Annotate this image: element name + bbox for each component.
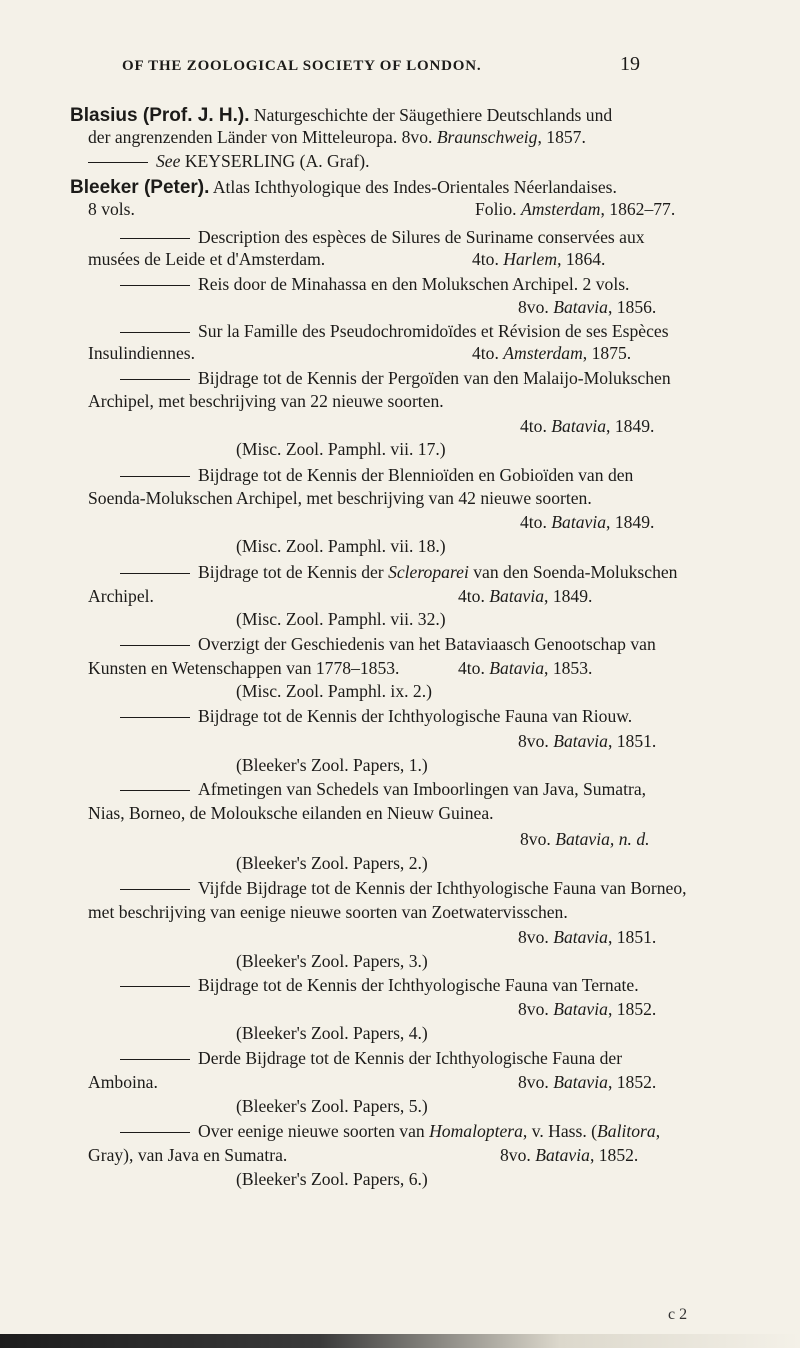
entry-pseudochromidoides-line1: Sur la Famille des Pseudochromidoïdes et Révision de ses Espèces xyxy=(120,320,669,342)
entry-borneo-imprint: 8vo. Batavia, 1851. xyxy=(518,927,657,947)
page-number: 19 xyxy=(620,53,640,75)
entry-ternate-series: (Bleeker's Zool. Papers, 4.) xyxy=(236,1023,428,1043)
ditto-dash xyxy=(120,1132,190,1133)
entry-amboina-line2: Amboina. xyxy=(88,1072,158,1092)
entry-blasius-line2: der angrenzenden Länder von Mitteleuropa. 8vo. Braunschweig, 1857. xyxy=(88,127,586,147)
entry-silures-imprint: 4to. Harlem, 1864. xyxy=(472,249,606,269)
entry-amboina-series: (Bleeker's Zool. Papers, 5.) xyxy=(236,1096,428,1116)
entry-afmetingen-imprint: 8vo. Batavia, n. d. xyxy=(520,829,650,849)
entry-blennioiden-imprint: 4to. Batavia, 1849. xyxy=(520,512,655,532)
ditto-dash xyxy=(120,573,190,574)
entry-amboina-imprint: 8vo. Batavia, 1852. xyxy=(518,1072,657,1092)
ditto-dash xyxy=(120,285,190,286)
entry-scleroparei-line1: Bijdrage tot de Kennis der Scleroparei van den Soenda-Molukschen xyxy=(120,561,677,583)
entry-silures-line2: musées de Leide et d'Amsterdam. xyxy=(88,249,326,269)
entry-blennioiden-line1: Bijdrage tot de Kennis der Blennioïden en Gobioïden van den xyxy=(120,464,633,486)
entry-riouw-imprint: 8vo. Batavia, 1851. xyxy=(518,731,657,751)
entry-see-reference: See KEYSERLING (A. Graf). xyxy=(88,150,370,172)
page-header xyxy=(0,53,800,82)
ditto-dash xyxy=(120,1059,190,1060)
entry-pergoiden-imprint: 4to. Batavia, 1849. xyxy=(520,416,655,436)
entry-afmetingen-line1: Afmetingen van Schedels van Imboorlingen van Java, Sumatra, xyxy=(120,778,646,800)
entry-pseudochromidoides-line2: Insulindiennes. xyxy=(88,343,196,363)
entry-ternate-imprint: 8vo. Batavia, 1852. xyxy=(518,999,657,1019)
entry-scleroparei-line2: Archipel. xyxy=(88,586,154,606)
entry-borneo-line2: met beschrijving van eenige nieuwe soorten van Zoetwatervisschen. xyxy=(88,902,568,922)
entry-overzigt-line1: Overzigt der Geschiedenis van het Bataviaasch Genootschap van xyxy=(120,633,656,655)
entry-scleroparei-series: (Misc. Zool. Pamphl. vii. 32.) xyxy=(236,609,446,629)
ditto-dash xyxy=(120,476,190,477)
entry-silures-line1: Description des espèces de Silures de Suriname conservées aux xyxy=(120,226,645,248)
entry-overzigt-series: (Misc. Zool. Pamphl. ix. 2.) xyxy=(236,681,432,701)
entry-overzigt-imprint: 4to. Batavia, 1853. xyxy=(458,658,593,678)
entry-pergoiden-line2: Archipel, met beschrijving van 22 nieuwe soorten. xyxy=(88,391,444,411)
entry-bleeker-atlas-line1: Bleeker (Peter). Atlas Ichthyologique des Indes-Orientales Néerlandaises. xyxy=(70,177,617,198)
entry-bleeker-atlas-line2: 8 vols. xyxy=(88,199,135,219)
entry-riouw-series: (Bleeker's Zool. Papers, 1.) xyxy=(236,755,428,775)
entry-minahassa-imprint: 8vo. Batavia, 1856. xyxy=(518,297,657,317)
ditto-dash xyxy=(120,332,190,333)
author-name: Blasius (Prof. J. H.). xyxy=(70,105,250,126)
entry-homaloptera-line1: Over eenige nieuwe soorten van Homaloptera, v. Hass. (Balitora, xyxy=(120,1120,660,1142)
entry-blasius-line1: Blasius (Prof. J. H.). Naturgeschichte der Säugethiere Deutschlands und xyxy=(70,105,613,126)
ditto-dash xyxy=(120,717,190,718)
author-name: Bleeker (Peter). xyxy=(70,177,210,198)
ditto-dash xyxy=(88,162,148,163)
entry-bleeker-atlas-imprint: Folio. Amsterdam, 1862–77. xyxy=(475,199,676,219)
ditto-dash xyxy=(120,379,190,380)
entry-homaloptera-series: (Bleeker's Zool. Papers, 6.) xyxy=(236,1169,428,1189)
entry-scleroparei-imprint: 4to. Batavia, 1849. xyxy=(458,586,593,606)
entry-blennioiden-line2: Soenda-Molukschen Archipel, met beschrijving van 42 nieuwe soorten. xyxy=(88,488,592,508)
ditto-dash xyxy=(120,889,190,890)
entry-pergoiden-series: (Misc. Zool. Pamphl. vii. 17.) xyxy=(236,439,446,459)
entry-riouw-line1: Bijdrage tot de Kennis der Ichthyologische Fauna van Riouw. xyxy=(120,705,632,727)
signature-mark: c 2 xyxy=(668,1306,688,1323)
entry-borneo-series: (Bleeker's Zool. Papers, 3.) xyxy=(236,951,428,971)
entry-afmetingen-line2: Nias, Borneo, de Molouksche eilanden en Nieuw Guinea. xyxy=(88,803,494,823)
entry-amboina-line1: Derde Bijdrage tot de Kennis der Ichthyologische Fauna der xyxy=(120,1047,622,1069)
entry-afmetingen-series: (Bleeker's Zool. Papers, 2.) xyxy=(236,853,428,873)
ditto-dash xyxy=(120,790,190,791)
entry-homaloptera-line2: Gray), van Java en Sumatra. xyxy=(88,1145,288,1165)
entry-pseudochromidoides-imprint: 4to. Amsterdam, 1875. xyxy=(472,343,632,363)
scan-edge xyxy=(0,1334,800,1348)
entry-overzigt-line2: Kunsten en Wetenschappen van 1778–1853. xyxy=(88,658,400,678)
entry-minahassa-line1: Reis door de Minahassa en den Molukschen Archipel. 2 vols. xyxy=(120,273,629,295)
running-title: OF THE ZOOLOGICAL SOCIETY OF LONDON. xyxy=(122,58,482,74)
ditto-dash xyxy=(120,238,190,239)
ditto-dash xyxy=(120,986,190,987)
entry-blennioiden-series: (Misc. Zool. Pamphl. vii. 18.) xyxy=(236,536,446,556)
entry-pergoiden-line1: Bijdrage tot de Kennis der Pergoïden van den Malaijo-Molukschen xyxy=(120,367,671,389)
ditto-dash xyxy=(120,645,190,646)
entry-borneo-line1: Vijfde Bijdrage tot de Kennis der Ichthyologische Fauna van Borneo, xyxy=(120,877,687,899)
entry-homaloptera-imprint: 8vo. Batavia, 1852. xyxy=(500,1145,639,1165)
entry-ternate-line1: Bijdrage tot de Kennis der Ichthyologische Fauna van Ternate. xyxy=(120,974,639,996)
